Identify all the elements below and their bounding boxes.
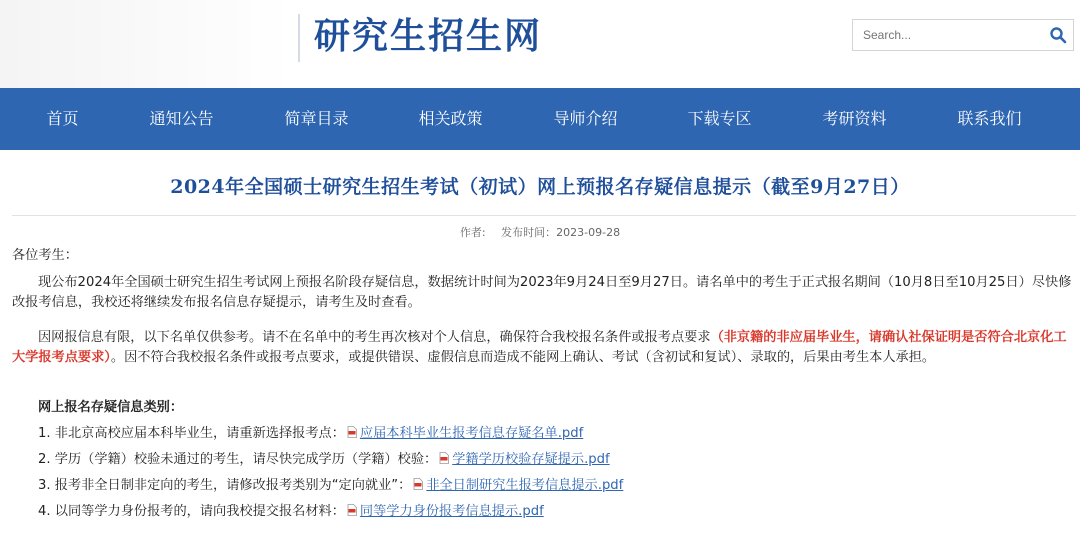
- list-item-text: 2. 学历（学籍）校验未通过的考生，请尽快完成学历（学籍）校验：: [38, 452, 438, 467]
- pdf-file-icon: [439, 452, 449, 464]
- pdf-download-link[interactable]: 应届本科毕业生报考信息存疑名单.pdf: [359, 426, 584, 441]
- list-item: [38, 450, 610, 470]
- nav-item-notices[interactable]: 通知公告: [149, 109, 214, 128]
- publish-date: 2023-09-28: [556, 226, 621, 239]
- nav-item-policies[interactable]: 相关政策: [418, 109, 483, 128]
- nav-item-materials[interactable]: 考研资料: [822, 109, 887, 128]
- site-title[interactable]: 研究生招生网: [314, 16, 543, 57]
- pdf-file-icon: [347, 504, 357, 516]
- paragraph-1: 现公布2024年全国硕士研究生招生考试网上预报名阶段存疑信息，数据统计时间为2023年9月24日至9月27日。请名单中的考生于正式报名期间（10月8日至10月25日）尽快修改报考信息，我校还将继续发布报名信息存疑提示，请考生及时查看。: [12, 275, 1072, 310]
- paragraph-2: [12, 328, 1076, 368]
- greeting: 各位考生：: [12, 248, 78, 263]
- author-label: 作者:: [459, 226, 486, 239]
- list-item: [38, 476, 623, 496]
- pdf-file-icon: [413, 478, 423, 490]
- publish-label: 发布时间：: [501, 226, 557, 239]
- nav-item-home[interactable]: 首页: [46, 109, 79, 128]
- list-item: [38, 424, 583, 444]
- article-meta: [0, 224, 1080, 240]
- paragraph-2-highlight: （非京籍的非应届毕业生，请确认社保证明是否符合北京化工大学报考点要求）: [12, 330, 1067, 365]
- list-item: [38, 502, 544, 522]
- list-item-text: 1. 非北京高校应届本科毕业生，请重新选择报考点：: [38, 426, 345, 441]
- pdf-download-link[interactable]: 学籍学历校验存疑提示.pdf: [452, 452, 610, 467]
- main-nav: [0, 88, 1080, 150]
- search-box: [852, 19, 1074, 51]
- list-item-text: 4. 以同等学力身份报考的，请向我校提交报名材料：: [38, 504, 345, 519]
- article-title: 2024年全国硕士研究生招生考试（初试）网上预报名存疑信息提示（截至9月27日）: [170, 176, 910, 198]
- publish-info: [501, 226, 620, 239]
- pdf-download-link[interactable]: 非全日制研究生报考信息提示.pdf: [426, 478, 624, 493]
- nav-item-contact[interactable]: 联系我们: [957, 109, 1022, 128]
- nav-item-supervisors[interactable]: 导师介绍: [553, 109, 618, 128]
- category-heading: 网上报名存疑信息类别：: [38, 400, 184, 415]
- logo-divider: [298, 14, 300, 62]
- title-divider: [12, 215, 1076, 216]
- nav-item-downloads[interactable]: 下载专区: [687, 109, 752, 128]
- site-header: [0, 0, 1080, 88]
- university-logo[interactable]: [0, 0, 290, 88]
- pdf-file-icon: [347, 426, 357, 438]
- paragraph-2-text-b: 。因不符合我校报名条件或报考点要求，或提供错误、虚假信息而造成不能网上确认、考试（含初试和复试）、录取的，后果由考生本人承担。: [110, 350, 936, 365]
- pdf-download-link[interactable]: 同等学力身份报考信息提示.pdf: [359, 504, 544, 519]
- list-item-text: 3. 报考非全日制非定向的考生，请修改报考类别为“定向就业”：: [38, 478, 412, 493]
- search-input[interactable]: [853, 20, 1038, 50]
- search-icon[interactable]: [1049, 26, 1067, 44]
- nav-item-catalog[interactable]: 简章目录: [284, 109, 349, 128]
- paragraph-2-text-a: 因网报信息有限，以下名单仅供参考。请不在名单中的考生再次核对个人信息，确保符合我校报名条件或报考点要求: [38, 330, 711, 345]
